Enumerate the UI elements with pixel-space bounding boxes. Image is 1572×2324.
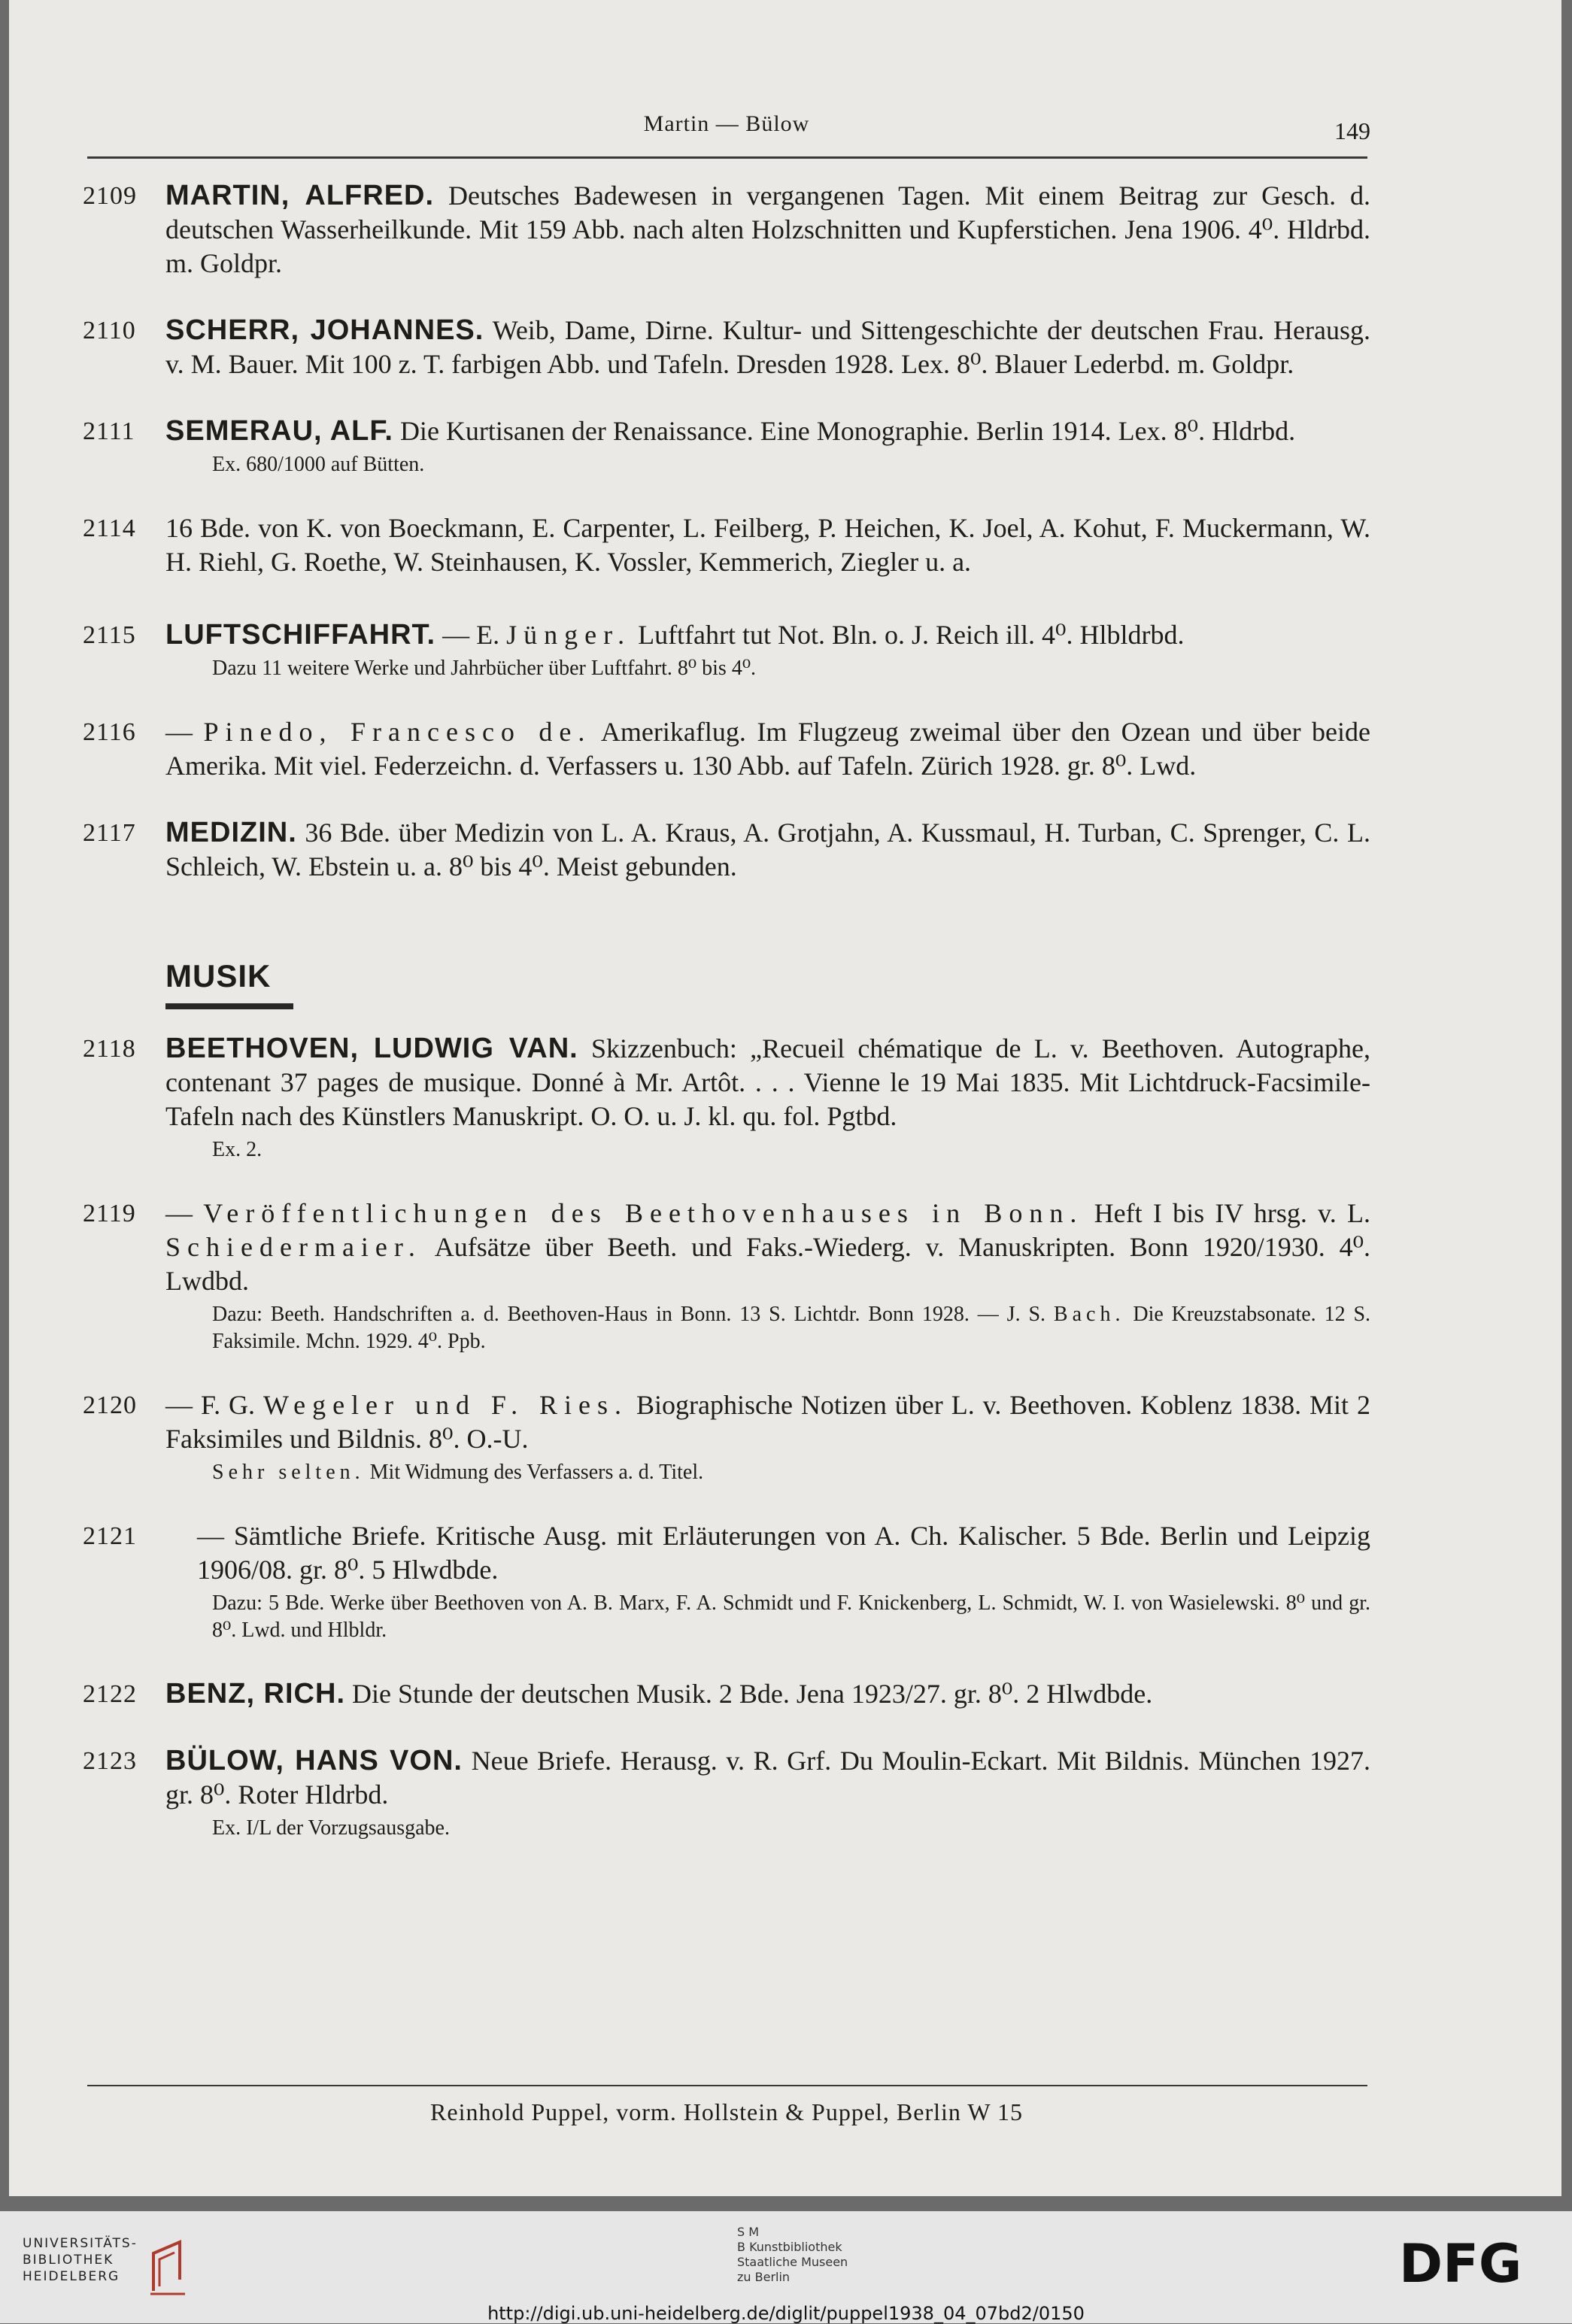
spaced-author: Pinedo, Francesco de.: [203, 717, 592, 747]
note-spaced: Sehr selten.: [212, 1461, 365, 1484]
note-text-a: Dazu: Beeth. Handschriften a. d. Beethoven-Haus in Bonn. 13 S. Lichtdr. Bonn 1928. — J. S.: [212, 1303, 1046, 1326]
catalog-entry: [83, 715, 1370, 783]
lot-number: 2120: [83, 1391, 137, 1419]
lot-number: 2119: [83, 1200, 136, 1227]
entry-note: Ex. 2.: [212, 1138, 263, 1161]
catalog-entry: [83, 1677, 1370, 1711]
entry-text: Luftfahrt tut Not. Bln. o. J. Reich ill. 4⁰. Hlbldrbd.: [638, 620, 1185, 650]
lot-number: 2109: [83, 182, 137, 210]
lot-number: 2115: [83, 621, 136, 649]
stamp-line: S M: [737, 2225, 760, 2239]
logo-line: UNIVERSITÄTS-: [23, 2236, 138, 2251]
entry-text: Amerikaflug. Im Flugzeug zweimal über den Ozean und über beide Amerika. Mit viel. Federzeichn. d. Verfassers u. 130 Abb. auf Tafeln. Zürich 1928. gr. 8⁰. Lwd.: [165, 717, 1371, 781]
stamp-line: B Kunstbibliothek: [737, 2240, 842, 2254]
entry-text: Skizzenbuch: „Recueil chématique de L. v. Beethoven. Autographe, contenant 37 pages de musique. Donné à Mr. Artôt. . . . Vienne le 19 Mai 1835. Mit Lichtdruck-Facsimile-Tafeln nach des Künstlers Manuskript. O. O. u. J. kl. qu. fol. Pgtbd.: [165, 1033, 1371, 1131]
catalog-entry: [83, 1388, 1370, 1486]
page-header: [83, 111, 1370, 153]
note-text-b: Die Kreuzstabsonate. 12 S. Faksimile. Mchn. 1929. 4⁰. Ppb.: [212, 1303, 1371, 1353]
entry-note: Dazu: 5 Bde. Werke über Beethoven von A. B. Marx, F. A. Schmidt und F. Knickenberg, L. Schmidt, W. I. von Wasielewski. 8⁰ und gr. 8⁰. Lwd. und Hlbldr.: [212, 1591, 1370, 1642]
entry-prefix: — E.: [442, 620, 500, 650]
catalog-entry: [83, 1197, 1370, 1355]
header-rule: [87, 156, 1367, 159]
spaced-author: Veröffentlichungen des Beethovenhauses in Bonn.: [203, 1198, 1084, 1228]
entry-heading: LUFTSCHIFFAHRT.: [165, 619, 436, 651]
running-title: Martin — Bülow: [643, 111, 810, 136]
entry-heading: MEDIZIN.: [165, 817, 297, 848]
source-url[interactable]: http://digi.ub.uni-heidelberg.de/diglit/puppel1938_04_07bd2/0150: [487, 2303, 1085, 2324]
catalog-entry: [83, 1744, 1370, 1842]
section-underline: [165, 1003, 293, 1009]
entry-text: Die Stunde der deutschen Musik. 2 Bde. Jena 1923/27. gr. 8⁰. 2 Hlwdbde.: [352, 1679, 1153, 1709]
logo-line: BIBLIOTHEK: [23, 2253, 114, 2268]
entry-heading: SCHERR, JOHANNES.: [165, 314, 484, 346]
entry-heading: BENZ, RICH.: [165, 1678, 345, 1710]
entry-note: [165, 1459, 1370, 1486]
lot-number: 2123: [83, 1747, 137, 1775]
page-number: 149: [1334, 117, 1370, 144]
entry-note: Dazu 11 weitere Werke und Jahrbücher über Luftfahrt. 8⁰ bis 4⁰.: [212, 657, 757, 680]
entry-prefix: —: [165, 717, 193, 747]
library-stamp: [737, 2225, 848, 2285]
lot-number: 2114: [83, 514, 136, 542]
university-seal-icon: [146, 2238, 191, 2298]
entry-text: Biographische Notizen über L. v. Beethoven. Koblenz 1838. Mit 2 Faksimiles und Bildnis. 8⁰. O.-U.: [165, 1390, 1371, 1454]
entry-text: 16 Bde. von K. von Boeckmann, E. Carpenter, L. Feilberg, P. Heichen, K. Joel, A. Kohut, F. Muckermann, W. H. Riehl, G. Roethe, W. Steinhausen, K. Vossler, Kemmerich, Ziegler u. a.: [165, 513, 1370, 577]
lot-number: 2122: [83, 1680, 137, 1708]
entry-heading: MARTIN, ALFRED.: [165, 180, 435, 211]
logo-line: HEIDELBERG: [23, 2269, 120, 2284]
entry-note: Ex. I/L der Vorzugsausgabe.: [212, 1816, 450, 1840]
lot-number: 2117: [83, 819, 136, 847]
note-text-b: Mit Widmung des Verfassers a. d. Titel.: [369, 1461, 704, 1484]
catalog-entry: [83, 1032, 1370, 1164]
entry-text: Die Kurtisanen der Renaissance. Eine Monographie. Berlin 1914. Lex. 8⁰. Hldrbd.: [399, 416, 1296, 446]
entry-heading: SEMERAU, ALF.: [165, 415, 393, 447]
catalog-entry: [83, 511, 1370, 579]
entry-heading: BÜLOW, HANS VON.: [165, 1745, 463, 1776]
entry-text: — Sämtliche Briefe. Kritische Ausg. mit Erläuterungen von A. Ch. Kalischer. 5 Bde. Berlin und Leipzig 1906/08. gr. 8⁰. 5 Hlwdbde.: [197, 1521, 1370, 1585]
lot-number: 2121: [83, 1522, 137, 1550]
catalog-entry: [83, 618, 1370, 682]
stamp-line: zu Berlin: [737, 2270, 791, 2284]
section-heading: [165, 959, 271, 993]
university-library-logo[interactable]: [23, 2235, 196, 2295]
spaced-author: Jünger.: [506, 620, 632, 650]
entry-note: [165, 1301, 1370, 1355]
spaced-author: Wegeler und F. Ries.: [263, 1390, 629, 1420]
spaced-editor: Schiedermaier.: [165, 1232, 422, 1262]
entry-note: Ex. 680/1000 auf Bütten.: [212, 453, 425, 476]
publisher-footer: Reinhold Puppel, vorm. Hollstein & Puppel, Berlin W 15: [430, 2098, 1023, 2125]
catalog-entry: [83, 1519, 1370, 1644]
catalog-entry: [83, 179, 1370, 281]
entry-prefix: —: [165, 1198, 193, 1228]
entry-text: Deutsches Badewesen in vergangenen Tagen. Mit einem Beitrag zur Gesch. d. deutschen Wasserheilkunde. Mit 159 Abb. nach alten Holzschnitten und Kupferstichen. Jena 1906. 4⁰. Hldrbd. m. Goldpr.: [165, 181, 1371, 278]
catalog-body: [83, 179, 1370, 1875]
note-spaced: Bach.: [1053, 1303, 1125, 1326]
entry-prefix: — F. G.: [165, 1390, 256, 1420]
entry-text: Neue Briefe. Herausg. v. R. Grf. Du Moulin-Eckart. Mit Bildnis. München 1927. gr. 8⁰. Roter Hldrbd.: [165, 1746, 1371, 1810]
catalog-entry: [83, 816, 1370, 884]
stamp-line: Staatliche Museen: [737, 2255, 848, 2269]
entry-text: Aufsätze über Beeth. und Faks.-Wiederg. v. Manuskripten. Bonn 1920/1930. 4⁰. Lwdbd.: [165, 1232, 1370, 1296]
footer-rule: [87, 2085, 1367, 2086]
lot-number: 2118: [83, 1035, 136, 1063]
lot-number: 2110: [83, 317, 136, 344]
section-title: MUSIK: [165, 958, 272, 994]
lot-number: 2116: [83, 718, 136, 746]
lot-number: 2111: [83, 417, 135, 445]
entry-heading: BEETHOVEN, LUDWIG VAN.: [165, 1033, 578, 1064]
dfg-logo[interactable]: [1399, 2237, 1549, 2289]
dfg-logo-text: DFG: [1399, 2237, 1522, 2289]
catalog-entry: [83, 414, 1370, 478]
entry-text: Weib, Dame, Dirne. Kultur- und Sittengeschichte der deutschen Frau. Herausg. v. M. Bauer. Mit 100 z. T. farbigen Abb. und Tafeln. Dresden 1928. Lex. 8⁰. Blauer Lederbd. m. Goldpr.: [165, 315, 1371, 379]
entry-text: 36 Bde. über Medizin von L. A. Kraus, A. Grotjahn, A. Kussmaul, H. Turban, C. Sprenger, C. L. Schleich, W. Ebstein u. a. 8⁰ bis 4⁰. Meist gebunden.: [165, 818, 1371, 881]
entry-text-a: Heft I bis IV hrsg. v. L.: [1094, 1198, 1371, 1228]
digitization-credit-bar: [0, 2211, 1572, 2323]
catalog-entry: [83, 314, 1370, 381]
